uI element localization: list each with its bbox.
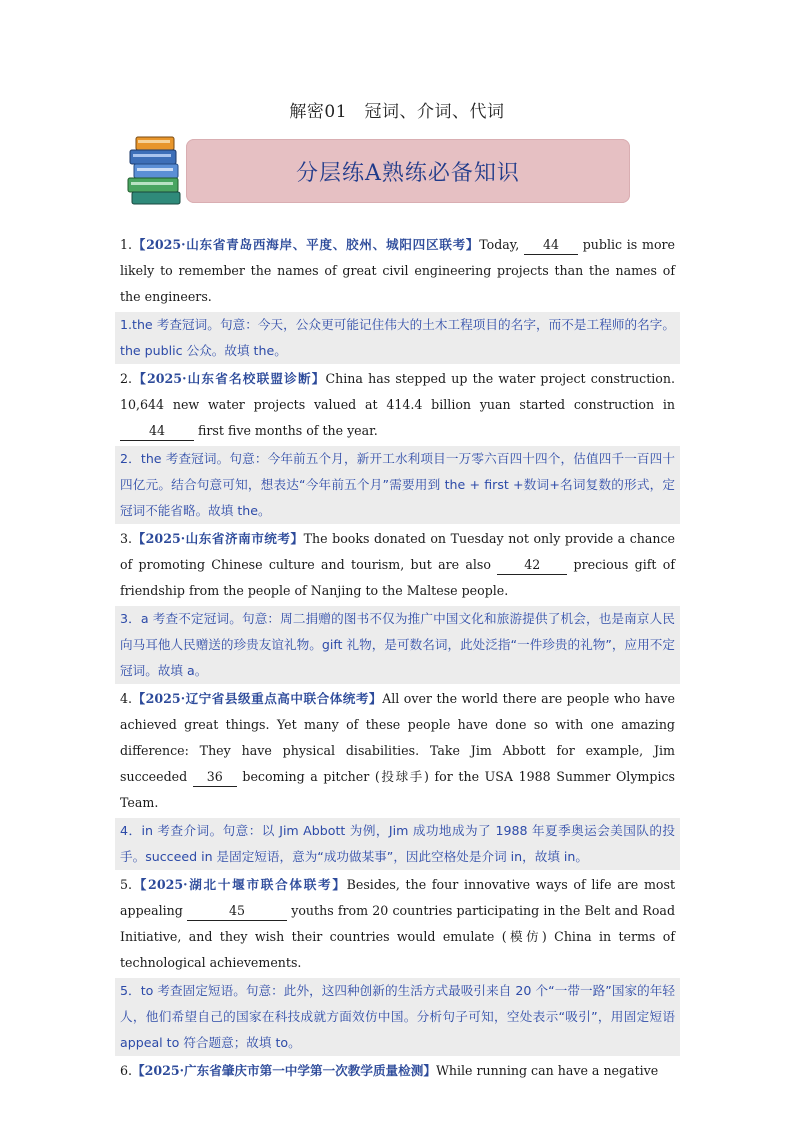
question-3: 3.【2025·山东省济南市统考】The books donated on Tuesday not only provide a chance of promoting Chinese culture and tourism, but are also 42 precious gift of friendship from the people of Nanjing to the Maltese people. (120, 531, 676, 598)
question-1: 1.【2025·山东省青岛西海岸、平度、胶州、城阳四区联考】Today, 44 public is more likely to remember the names of great civil engineering projects than the names of the engineers. (120, 237, 675, 304)
question-source: 【2025·湖北十堰市联合体联考】 (132, 877, 347, 892)
answer-blank: 36 (193, 768, 237, 787)
page-title: 解密01 冠词、介词、代词 (289, 102, 505, 122)
exercise-list (120, 232, 675, 1084)
question-2: 2.【2025·山东省名校联盟诊断】China has stepped up the water project construction. 10,644 new water projects valued at 414.4 billion yuan started construction in 44 first five months of the year. (120, 366, 675, 444)
answer-explanation-2: 2．the 考查冠词。句意：今年前五个月，新开工水利项目一万零六百四十四个，估值四千一百四十四亿元。结合句意可知，想表达“今年前五个月”需要用到 the + first +数词+名词复数的形式，定冠词不能省略。故填 the。 (115, 446, 680, 524)
question-source: 【2025·山东省名校联盟诊断】 (132, 371, 326, 386)
answer-blank: 44 (524, 236, 578, 255)
question-6: 6.【2025·广东省肇庆市第一中学第一次教学质量检测】While running can have a negative (120, 1063, 659, 1078)
books-icon (126, 133, 186, 205)
answer-explanation-4: 4．in 考查介词。句意：以 Jim Abbott 为例，Jim 成功地成为了 1988 年夏季奥运会美国队的投手。succeed in 是固定短语，意为“成功做某事”，因此空格处是介词 in，故填 in。 (115, 818, 680, 870)
question-5: 5.【2025·湖北十堰市联合体联考】Besides, the four innovative ways of life are most appealing 45 youths from 20 countries participating in the Belt and Road Initiative, and they wish their countries would emulate (模仿) China in terms of technological achievements. (120, 877, 676, 970)
question-source: 【2025·山东省济南市统考】 (132, 531, 304, 546)
question-source: 【2025·广东省肇庆市第一中学第一次教学质量检测】 (132, 1063, 436, 1078)
answer-blank: 42 (497, 556, 567, 575)
question-source: 【2025·辽宁省县级重点高中联合体统考】 (132, 691, 383, 706)
question-4: 4.【2025·辽宁省县级重点高中联合体统考】All over the world there are people who have achieved great things. Yet many of these people have done so with one amazing difference: They have physical disabilities. Take Jim Abbott for example, Jim succeeded 36 becoming a pitcher (投球手) for the USA 1988 Summer Olympics Team. (120, 691, 675, 810)
section-banner: 分层练A熟练必备知识 (186, 139, 630, 203)
answer-blank: 45 (187, 902, 287, 921)
answer-explanation-3: 3．a 考查不定冠词。句意：周二捐赠的图书不仅为推广中国文化和旅游提供了机会，也是南京人民向马耳他人民赠送的珍贵友谊礼物。gift 礼物，是可数名词，此处泛指“一件珍贵的礼物”，应用不定冠词。故填 a。 (115, 606, 680, 684)
answer-explanation-1: 1.the 考查冠词。句意：今天，公众更可能记住伟大的土木工程项目的名字，而不是工程师的名字。the public 公众。故填 the。 (115, 312, 680, 364)
answer-explanation-5: 5．to 考查固定短语。句意：此外，这四种创新的生活方式最吸引来自 20 个“一带一路”国家的年轻人，他们希望自己的国家在科技成就方面效仿中国。分析句子可知，空处表示“吸引”，用固定短语 appeal to 符合题意；故填 to。 (115, 978, 680, 1056)
question-source: 【2025·山东省青岛西海岸、平度、胶州、城阳四区联考】 (132, 237, 480, 252)
answer-blank: 44 (120, 422, 194, 441)
